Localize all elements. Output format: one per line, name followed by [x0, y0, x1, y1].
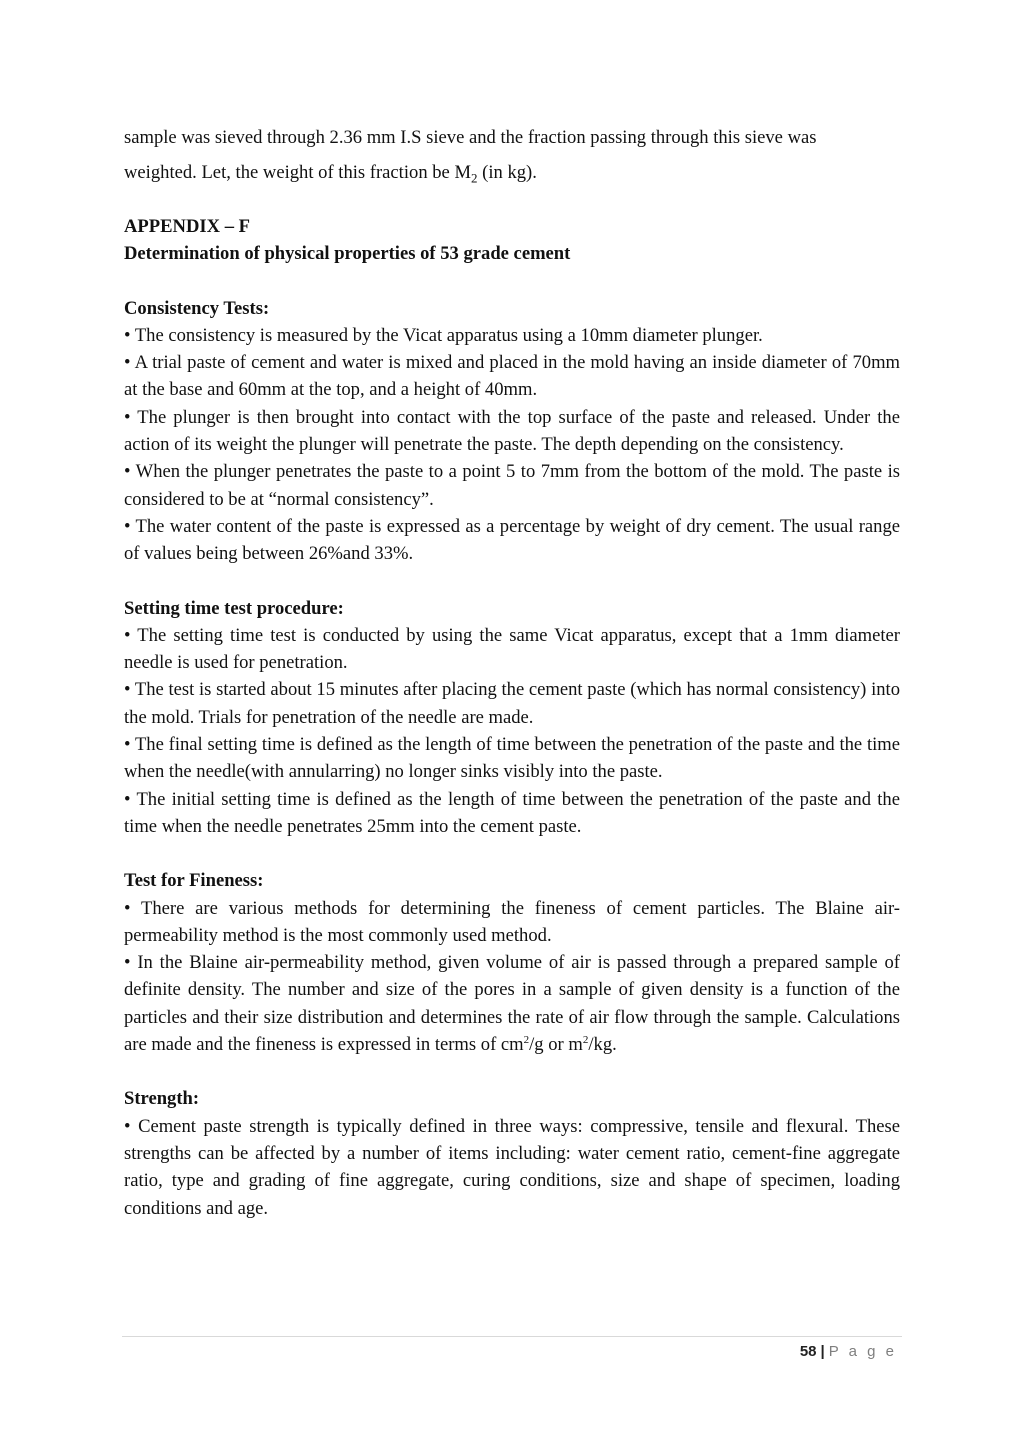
fineness-unit-mid: /g or m: [529, 1034, 583, 1056]
footer-separator: |: [820, 1343, 825, 1360]
setting-time-section: [124, 595, 900, 841]
superscript: 2: [523, 1033, 530, 1046]
intro-line-2: [124, 155, 900, 190]
strength-section: [124, 1085, 900, 1221]
strength-heading: Strength:: [124, 1088, 200, 1110]
list-item: • A trial paste of cement and water is mixed and placed in the mold having an inside diameter of 70mm at the base and 60mm at the top, and a height of 40mm.: [124, 352, 900, 401]
page-body: [124, 120, 900, 1222]
intro-line-1: sample was sieved through 2.36 mm I.S sieve and the fraction passing through this sieve was: [124, 127, 817, 148]
intro-line-2-end: (in kg).: [477, 162, 537, 183]
page-footer: [800, 1341, 897, 1363]
appendix-title: Determination of physical properties of 53 grade cement: [124, 243, 571, 265]
footer-divider: [122, 1336, 902, 1337]
page-label: P a g e: [828, 1343, 897, 1360]
fineness-item-2-text: • In the Blaine air-permeability method, given volume of air is passed through a prepared sample of definite density. The number and size of the pores in a sample of given density is a function of the particles and their size distribution and determines the rate of air flow through the sample. Calculations are made and the fineness is expressed in terms of cm: [124, 952, 900, 1056]
intro-subscript: 2: [471, 170, 478, 186]
list-item: • The setting time test is conducted by using the same Vicat apparatus, except that a 1mm diameter needle is used for penetration.: [124, 624, 900, 674]
intro-paragraph: [124, 120, 900, 190]
list-item: • The test is started about 15 minutes after placing the cement paste (which has normal consistency) into the mold. Trials for penetration of the needle are made.: [124, 679, 900, 728]
list-item: • There are various methods for determining the fineness of cement particles. The Blaine air-permeability method is the most commonly used method.: [124, 897, 900, 946]
page-number: 58: [799, 1343, 817, 1360]
list-item: • The water content of the paste is expressed as a percentage by weight of dry cement. The usual range of values being between 26%and 33%.: [124, 515, 900, 565]
list-item: • The initial setting time is defined as the length of time between the penetration of the paste and the time when the needle penetrates 25mm into the cement paste.: [124, 788, 900, 837]
list-item: • The plunger is then brought into contact with the top surface of the paste and released. Under the action of its weight the plunger will penetrate the paste. The depth depending on the consistency.: [124, 406, 900, 456]
list-item: • The final setting time is defined as the length of time between the penetration of the paste and the time when the needle(with annularring) no longer sinks visibly into the paste.: [124, 734, 900, 783]
list-item: • When the plunger penetrates the paste to a point 5 to 7mm from the bottom of the mold. The paste is considered to be at “normal consistency”.: [124, 461, 900, 510]
consistency-section: [124, 295, 900, 568]
list-item: • The consistency is measured by the Vicat apparatus using a 10mm diameter plunger.: [124, 324, 763, 346]
list-item: [124, 949, 900, 1058]
consistency-heading: Consistency Tests:: [124, 297, 270, 319]
list-item: • Cement paste strength is typically defined in three ways: compressive, tensile and flexural. These strengths can be affected by a number of items including: water cement ratio, cement-fine aggregate ratio, type and grading of fine aggregate, curing conditions, size and shape of specimen, loading conditions and age.: [124, 1115, 900, 1219]
fineness-unit-end: /kg.: [588, 1034, 617, 1056]
appendix-label: APPENDIX – F: [124, 216, 251, 237]
setting-time-heading: Setting time test procedure:: [124, 597, 344, 619]
superscript: 2: [582, 1033, 589, 1046]
fineness-heading: Test for Fineness:: [124, 870, 264, 892]
fineness-section: [124, 867, 900, 1058]
intro-line-2-text: weighted. Let, the weight of this fraction be M: [124, 162, 471, 183]
